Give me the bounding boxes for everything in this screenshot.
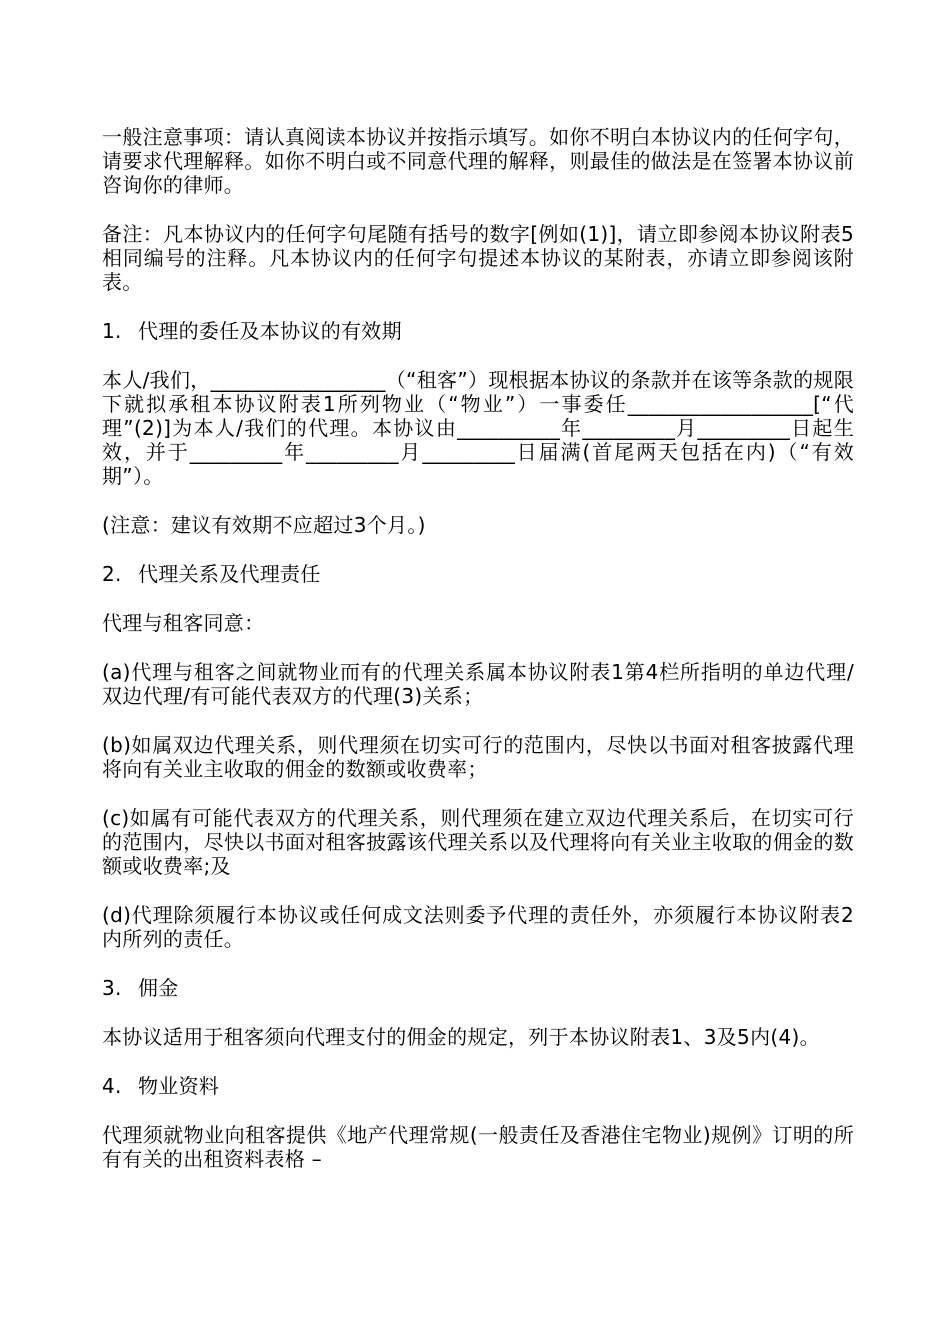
clause-b: (b)如属双边代理关系，则代理须在切实可行的范围内，尽快以书面对租客披露代理将向有关业主收取的佣金的数额或收费率； xyxy=(102,733,854,781)
section-number: 4. xyxy=(102,1074,122,1098)
property-info-clause: 代理须就物业向租客提供《地产代理常规(一般责任及香港住宅物业)规例》订明的所有有关的出租资料表格 – xyxy=(102,1123,854,1171)
commission-clause: 本协议适用于租客须向代理支付的佣金的规定，列于本协议附表1、3及5内(4)。 xyxy=(102,1025,820,1049)
section-heading-4 xyxy=(102,1074,854,1098)
validity-note: (注意：建议有效期不应超过3个月。) xyxy=(102,513,426,537)
clause-d: (d)代理除须履行本协议或任何成文法则委予代理的责任外，亦须履行本协议附表2内所列的责任。 xyxy=(102,903,854,951)
section-title: 物业资料 xyxy=(138,1074,220,1098)
section-heading-1 xyxy=(102,319,854,343)
agreement-intro: 代理与租客同意： xyxy=(102,611,265,635)
section-title: 代理关系及代理责任 xyxy=(138,562,321,586)
section-heading-2 xyxy=(102,562,854,586)
clause-a: (a)代理与租客之间就物业而有的代理关系属本协议附表1第4栏所指明的单边代理/双边代理/有可能代表双方的代理(3)关系； xyxy=(102,660,854,708)
section-title: 代理的委任及本协议的有效期 xyxy=(138,319,402,343)
section-number: 3. xyxy=(102,976,122,1000)
remark-notice: 备注：凡本协议内的任何字句尾随有括号的数字[例如(1)]，请立即参阅本协议附表5相同编号的注释。凡本协议内的任何字句提述本协议的某附表，亦请立即参阅该附表。 xyxy=(102,222,854,294)
section-title: 佣金 xyxy=(138,976,179,1000)
clause-c: (c)如属有可能代表双方的代理关系，则代理须在建立双边代理关系后，在切实可行的范围内，尽快以书面对租客披露该代理关系以及代理将向有关业主收取的佣金的数额或收费率;及 xyxy=(102,806,854,878)
section-number: 2. xyxy=(102,562,122,586)
section-number: 1. xyxy=(102,319,122,343)
general-notice: 一般注意事项：请认真阅读本协议并按指示填写。如你不明白本协议内的任何字句，请要求代理解释。如你不明白或不同意代理的解释，则最佳的做法是在签署本协议前咨询你的律师。 xyxy=(102,125,854,197)
appointment-clause: 本人/我们，_________________（“租客”）现根据本协议的条款并在该等条款的规限下就拟承租本协议附表1所列物业（“物业”）一事委任__________________[“代理”(2)]为本人/我们的代理。本协议由__________年_________月_________日起生效，并于_________年_________月_________日届满(首尾两天包括在内)（“有效期”）。 xyxy=(102,368,854,488)
section-heading-3 xyxy=(102,976,854,1000)
document-page xyxy=(102,125,854,1196)
